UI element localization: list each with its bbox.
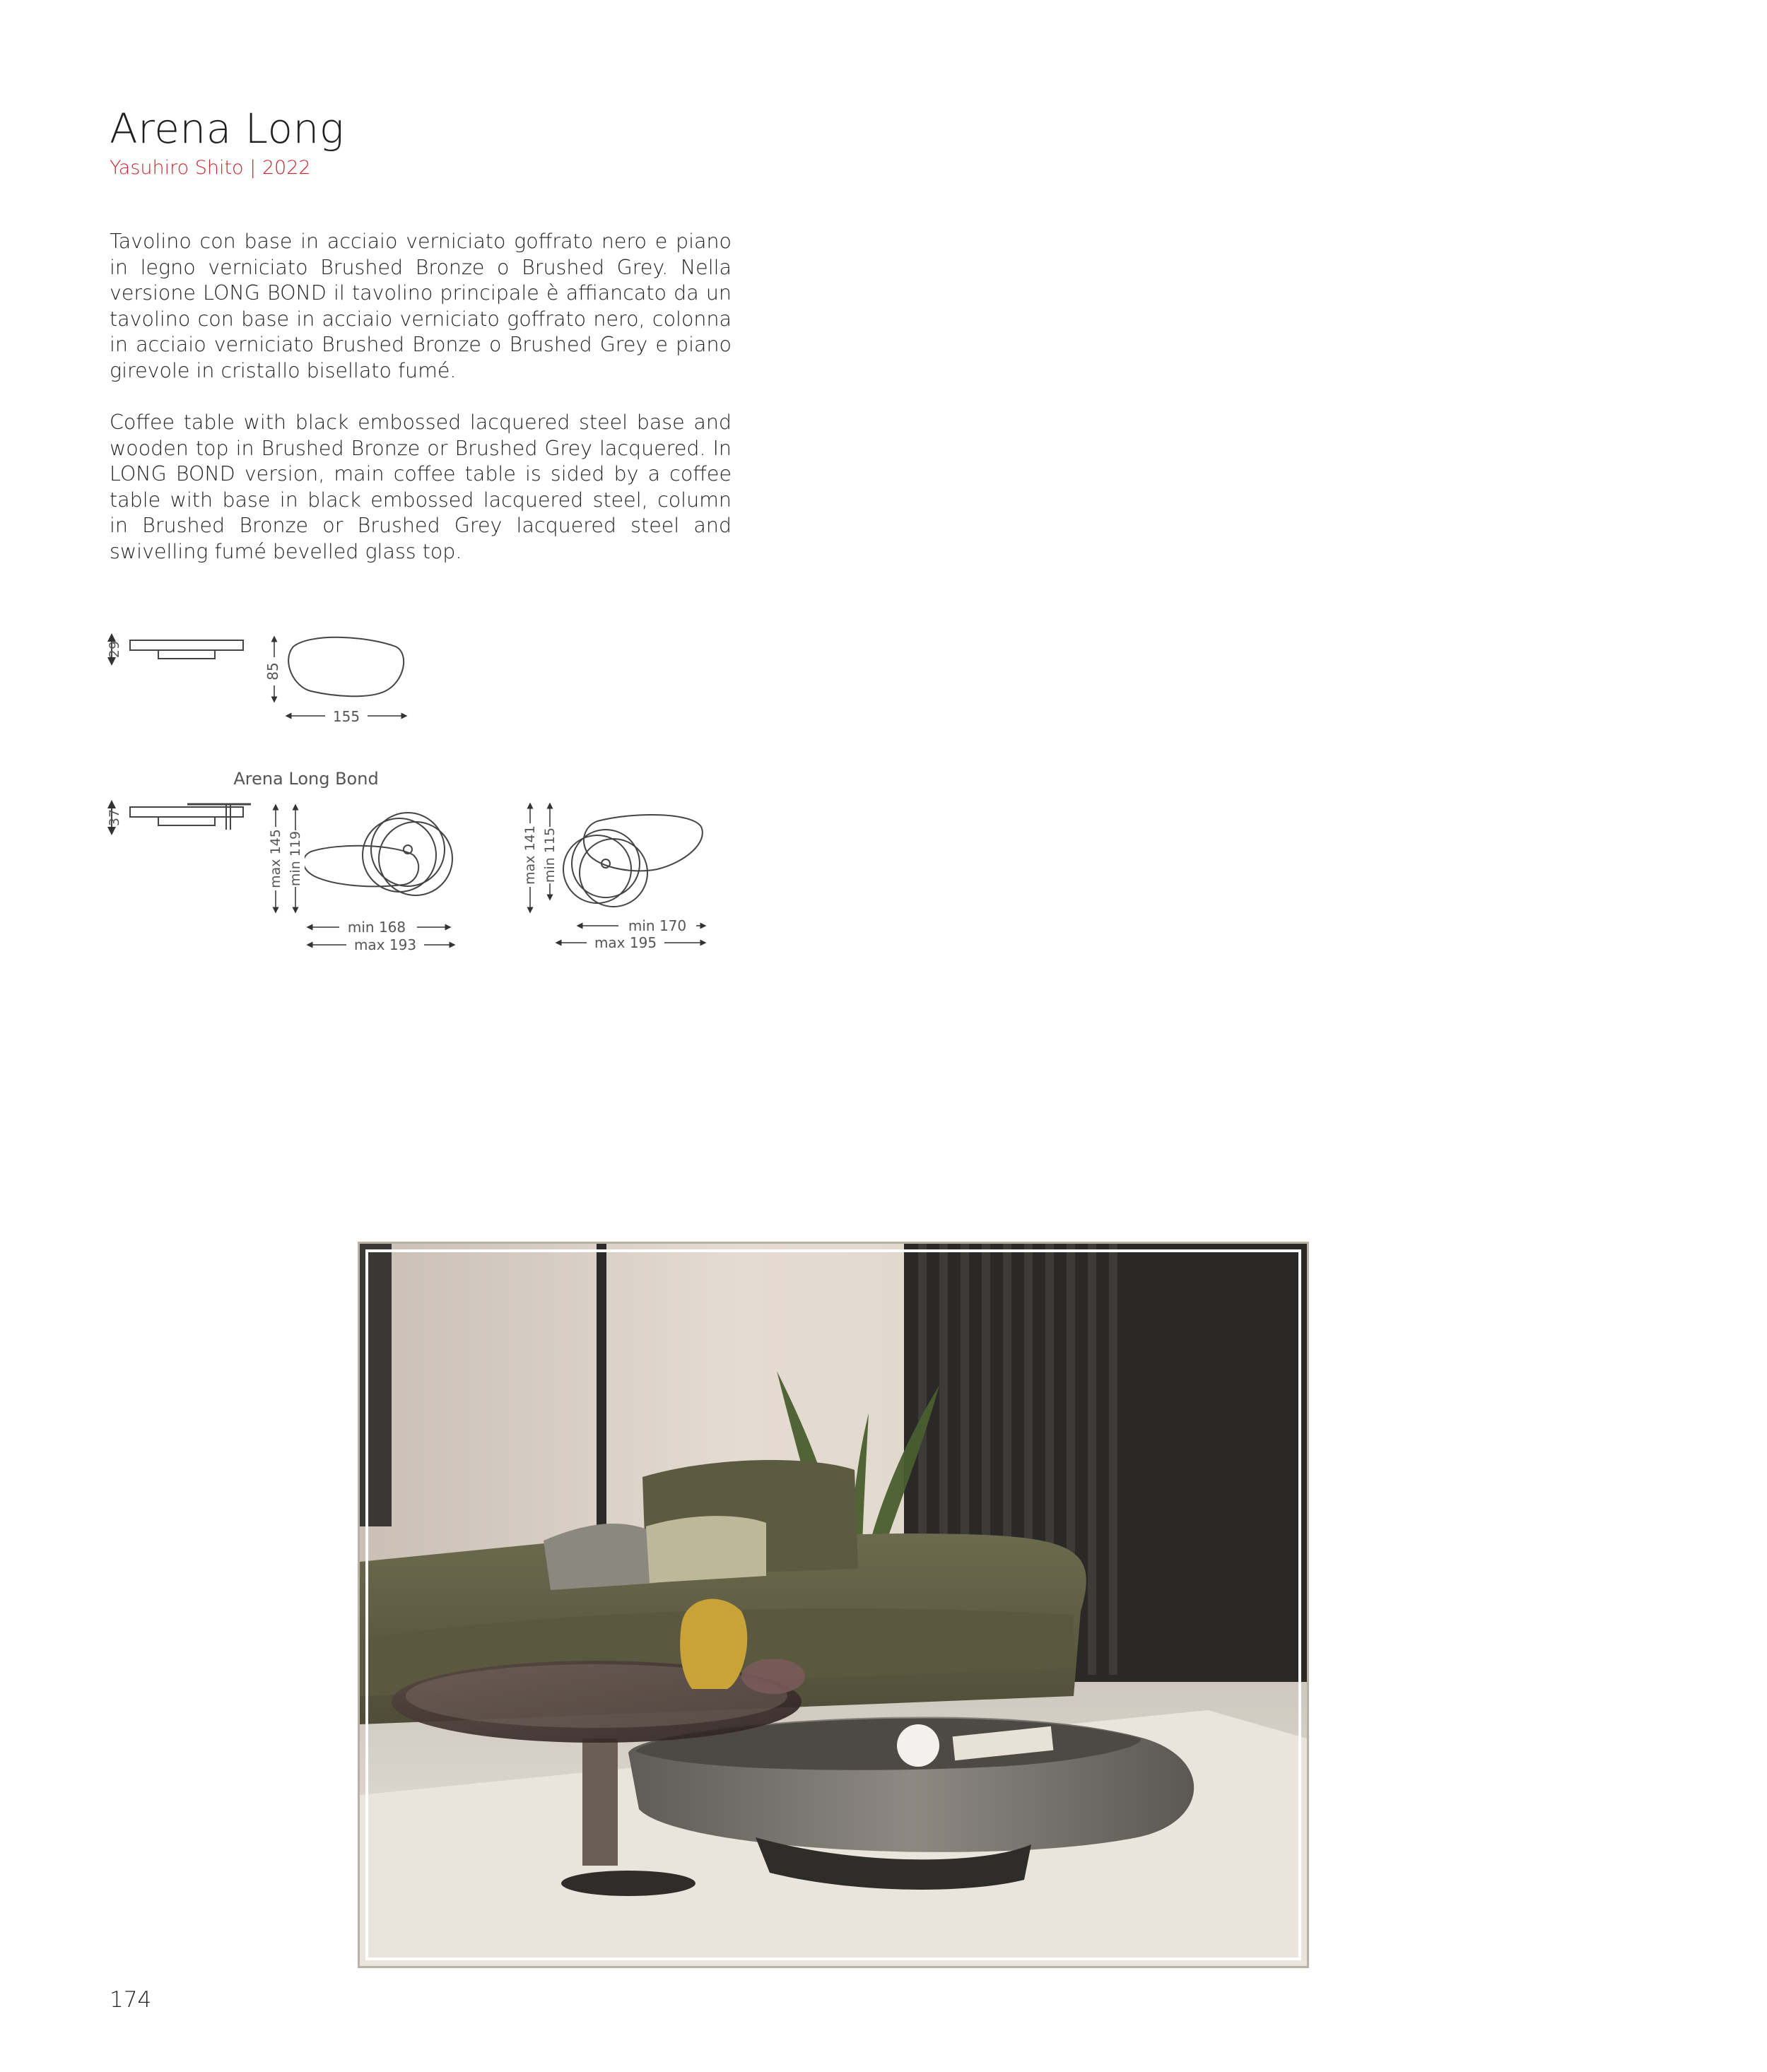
technical-drawings	[99, 622, 749, 961]
bond-a-depth-min: min 119	[288, 830, 303, 887]
product-title: Arena Long	[110, 105, 345, 153]
bond-label: Arena Long Bond	[233, 769, 379, 789]
designer-year: Yasuhiro Shito | 2022	[110, 157, 311, 179]
long-height-label: 29	[107, 640, 122, 659]
bond-height-label: 37	[107, 808, 122, 827]
description-english: Coffee table with black embossed lacquered steel base and wooden top in Brushed Bronze or Brushed Grey lacquered. In LONG BOND version, main coffee table is sided by a coffee table with base in black embossed lacquered steel, column in Brushed Bronze or Brushed Grey lacquered steel and swivelling fumé bevelled glass top.	[110, 411, 732, 563]
page-number: 174	[110, 1987, 152, 2013]
bond-b-depth-max: max 141	[522, 825, 538, 885]
interior-photo-illustration	[360, 1244, 1307, 1966]
bond-a-width-min: min 168	[347, 919, 406, 936]
description-italian: Tavolino con base in acciaio verniciato goffrato nero e piano in legno verniciato Brushed Bronze o Brushed Grey. Nella versione LONG BOND il tavolino principale è affiancato da un tavolino con base in acciaio verniciato goffrato nero, colonna in acciaio verniciato Brushed Bronze o Brushed Grey e piano girevole in cristallo bisellato fumé.	[110, 230, 732, 382]
interior-photo	[358, 1242, 1309, 1968]
bond-a-depth-max: max 145	[268, 829, 283, 888]
bond-a-width-max: max 193	[353, 936, 417, 953]
long-depth-label: 85	[264, 662, 281, 681]
bond-b-width-max: max 195	[594, 934, 657, 951]
long-plan-view	[274, 637, 404, 716]
bond-b-depth-min: min 115	[542, 827, 558, 883]
long-width-label: 155	[332, 708, 360, 725]
long-side-view	[112, 637, 243, 661]
bond-b-width-min: min 170	[628, 917, 687, 934]
bond-side-view	[112, 804, 251, 831]
